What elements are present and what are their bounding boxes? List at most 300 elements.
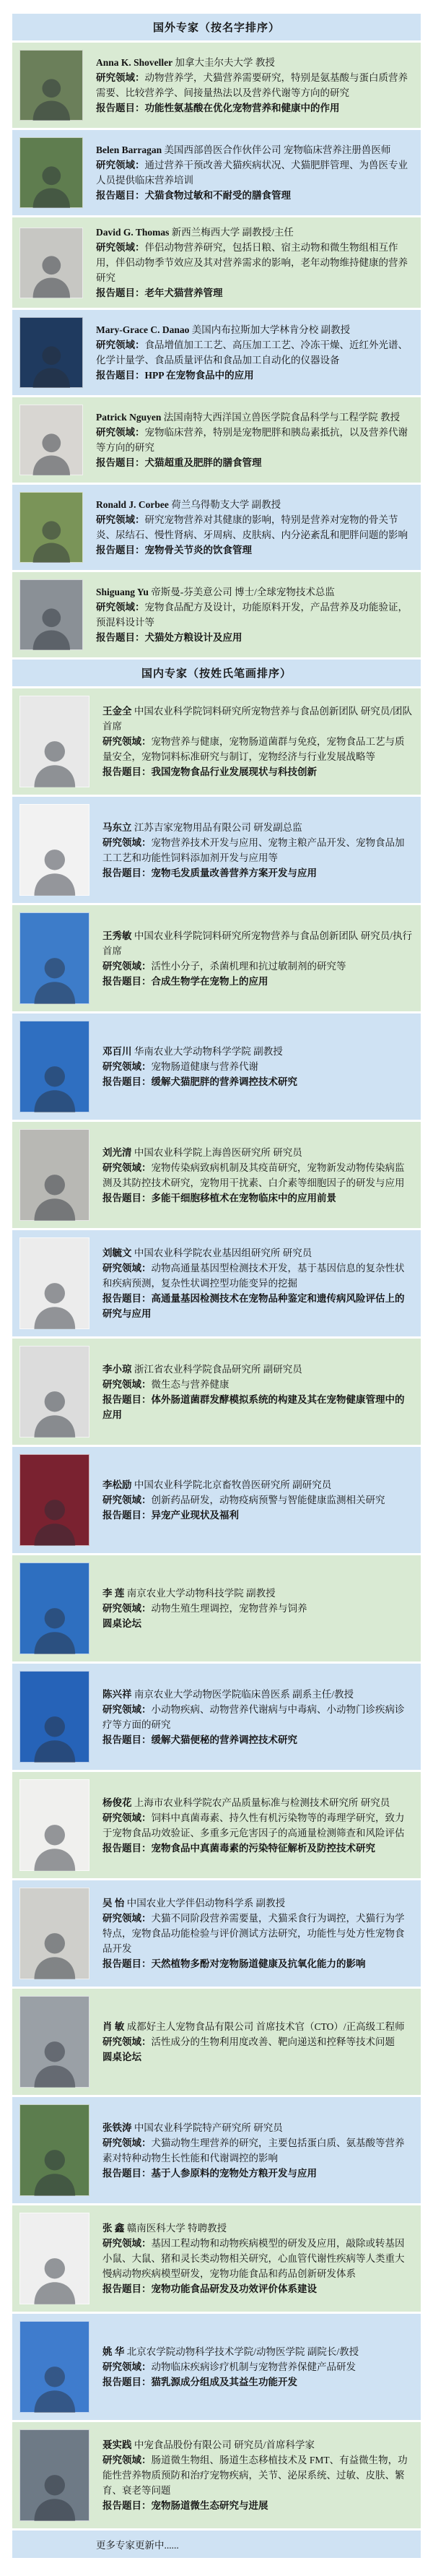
expert-topic-line: [102, 1291, 412, 1321]
expert-name: 邓百川: [102, 1046, 132, 1058]
topic-label: 报告题目：: [102, 867, 152, 878]
expert-photo: [19, 2429, 89, 2521]
expert-headline: [102, 1896, 412, 1911]
field-text: 宠物肠道健康与营养代谢: [151, 1061, 258, 1073]
expert-field-line: [102, 2359, 412, 2374]
field-label: 研究领域：: [96, 159, 145, 170]
topic-label: 报告题目：: [102, 1510, 152, 1521]
expert-affiliation: 中国农业科学院饲料研究所宠物营养与食品创新团队 研究员/执行首席: [102, 930, 412, 956]
expert-topic-line: [96, 100, 412, 116]
expert-name: 李松励: [102, 1479, 132, 1491]
topic-label: 报告题目：: [96, 288, 145, 299]
field-text: 通过营养干预改善犬猫疾病状况、犬猫肥胖管理、为兽医专业人员提供临床营养培训: [96, 159, 408, 186]
expert-photo: [19, 912, 89, 1004]
field-label: 研究领域：: [102, 1162, 152, 1173]
expert-affiliation: 加拿大圭尔夫大学 教授: [175, 56, 275, 68]
topic-text: 老年犬猫营养管理: [144, 288, 223, 299]
expert-headline: [102, 2019, 412, 2034]
expert-row: [12, 1772, 421, 1878]
expert-row: [12, 2097, 421, 2203]
expert-field-line: [102, 1059, 412, 1074]
field-label: 研究领域：: [102, 2036, 152, 2048]
expert-name: 王金全: [102, 706, 132, 717]
topic-label: 报告题目：: [102, 1192, 152, 1203]
expert-row: [12, 1230, 421, 1336]
expert-topic-line: [96, 285, 412, 301]
expert-affiliation: 中国农业科学院北京畜牧兽医研究所 副研究员: [134, 1479, 332, 1491]
expert-affiliation: 美国内布拉斯加大学林肯分校 副教授: [191, 324, 351, 336]
expert-row: [12, 1013, 421, 1120]
topic-text: 犬猫超重及肥胖的膳食管理: [144, 457, 262, 469]
expert-info: [96, 497, 412, 558]
field-label: 研究领域：: [102, 1378, 152, 1390]
expert-field-line: [102, 2135, 412, 2166]
expert-photo: [19, 1021, 89, 1112]
expert-photo: [19, 50, 83, 121]
expert-name: 陈兴祥: [102, 1688, 132, 1700]
expert-affiliation: 赣南医科大学 特聘教授: [126, 2223, 227, 2234]
expert-affiliation: 南京农业大学动物科技学院 副教授: [126, 1588, 276, 1599]
person-icon: [27, 429, 76, 475]
topic-label: 报告题目：: [102, 1293, 152, 1305]
expert-topic-line: [102, 1616, 412, 1631]
field-label: 研究领域：: [96, 72, 145, 83]
topic-text: 宠物毛发质量改善营养方案开发与应用: [151, 867, 317, 878]
expert-photo: [19, 228, 83, 298]
topic-label: 报告题目：: [102, 1076, 152, 1088]
field-text: 研究宠物营养对其健康的影响，特别是营养对宠物的骨关节炎、尿结石、慢性肾病、牙周病、皮肤病、内分泌紊乱和肥胖问题的影响: [96, 514, 408, 541]
person-icon: [27, 736, 82, 787]
field-text: 食品增值加工工艺、高压加工工艺、冷冻干燥、近红外光谱、化学计量学、食品质量评估和食品加工自动化的仪器设备: [96, 340, 408, 366]
topic-text: 天然植物多酚对宠物肠道健康及抗氧化能力的影响: [151, 1958, 366, 1970]
expert-info: [102, 1245, 412, 1321]
topic-label: 报告题目：: [96, 632, 145, 644]
expert-row: [12, 1555, 421, 1661]
expert-photo: [19, 1237, 89, 1329]
field-text: 宠物传染病致病机制及其疫苗研究，宠物新发动物传染病监测及其防控技术研究，宠物用干扰素、白介素等细胞因子的研发与应用: [102, 1162, 405, 1188]
topic-text: 功能性氨基酸在优化宠物营养和健康中的作用: [144, 103, 340, 114]
expert-affiliation: 法国南特大西洋国立兽医学院食品科学与工程学院 教授: [163, 412, 401, 423]
expert-topic-line: [102, 2281, 412, 2296]
expert-field-line: [102, 1911, 412, 1956]
expert-row: [12, 217, 421, 308]
topic-text: 异宠产业现状及福利: [151, 1510, 239, 1521]
topic-label: 报告题目：: [96, 545, 145, 556]
expert-affiliation: 新西兰梅西大学 副教授/主任: [171, 227, 294, 238]
topic-label: 报告题目：: [96, 457, 145, 469]
expert-field-line: [102, 959, 412, 974]
field-label: 研究领域：: [102, 1603, 152, 1615]
expert-name: Anna K. Shoveller: [96, 56, 173, 68]
person-icon: [27, 1170, 82, 1221]
expert-headline: [102, 2120, 412, 2135]
expert-row: [12, 1339, 421, 1445]
topic-text: 宠物食品中真菌毒素的污染特征解析及防控技术研究: [151, 1842, 375, 1854]
topic-label: 报告题目：: [96, 370, 145, 381]
expert-row: [12, 2422, 421, 2528]
expert-affiliation: 荷兰乌得勒支大学 副教授: [171, 499, 281, 511]
field-text: 伴侣动物营养研究，包括日粮、宿主动物和微生物组相互作用，伴侣动物季节效应及其对营养需求的影响，老年动物维持健康的营养研究: [96, 242, 408, 284]
topic-label: 报告题目：: [102, 1842, 152, 1854]
person-icon: [27, 1061, 82, 1112]
expert-info: [96, 410, 412, 470]
expert-name: 肖 敏: [102, 2021, 125, 2033]
expert-topic-line: [102, 1392, 412, 1422]
expert-headline: [102, 1245, 412, 1261]
expert-topic-line: [102, 2166, 412, 2181]
topic-text: 体外肠道菌群发酵模拟系统的构建及其在宠物健康管理中的应用: [102, 1393, 405, 1420]
expert-headline: [96, 410, 412, 425]
expert-topic-line: [102, 2498, 412, 2513]
field-label: 研究领域：: [102, 736, 152, 748]
person-icon: [27, 2470, 82, 2521]
topic-label: 报告题目：: [102, 2500, 152, 2512]
field-label: 研究领域：: [102, 1061, 152, 1073]
field-text: 饲料中真菌毒素、持久性有机污染物等的毒理学研究，致力于宠物食品功效验证、多重多元危害因子的高通量检测筛查和风险评估: [102, 1812, 405, 1838]
expert-info: [96, 322, 412, 383]
expert-name: Patrick Nguyen: [96, 412, 162, 423]
field-text: 犬猫动物生理营养的研究，主要包括蛋白质、氨基酸等营养素对特种动物生长性能和代谢调控的影响: [102, 2137, 405, 2164]
expert-name: 马东立: [102, 821, 132, 833]
expert-topic-line: [96, 188, 412, 203]
topic-text: 猫乳源成分组成及其益生功能开发: [151, 2377, 297, 2388]
expert-headline: [96, 55, 412, 70]
topic-text: 宠物肠道微生态研究与进展: [151, 2500, 268, 2512]
footer-note: 更多专家更新中......: [12, 2530, 421, 2558]
expert-field-line: [96, 337, 412, 368]
expert-row: [12, 2314, 421, 2420]
topic-text: 多能干细胞移植术在宠物临床中的应用前景: [151, 1192, 336, 1203]
expert-topic-line: [102, 2049, 412, 2065]
expert-field-line: [102, 734, 412, 764]
expert-info: [102, 2344, 412, 2390]
expert-headline: [102, 2344, 412, 2359]
field-label: 研究领域：: [102, 2137, 152, 2148]
expert-info: [102, 2221, 412, 2296]
expert-info: [102, 2019, 412, 2065]
topic-text: HPP 在宠物食品中的应用: [144, 370, 254, 381]
topic-text: 高通量基因检测技术在宠物品种鉴定和遗传病风险评估上的研究与应用: [102, 1293, 405, 1320]
topic-label: 报告题目：: [102, 2283, 152, 2295]
expert-field-line: [102, 1261, 412, 1291]
field-label: 研究领域：: [96, 340, 145, 351]
expert-row: [12, 688, 421, 795]
expert-affiliation: 江苏吉家宠物用品有限公司 研发副总监: [134, 821, 302, 833]
field-label: 研究领域：: [102, 1812, 152, 1823]
expert-photo: [19, 405, 83, 475]
expert-topic-line: [102, 1956, 412, 1971]
expert-row: [12, 130, 421, 215]
expert-name: 李小琼: [102, 1363, 132, 1375]
person-icon: [27, 2253, 82, 2304]
expert-row: [12, 572, 421, 657]
expert-field-line: [102, 1377, 412, 1392]
topic-label: 报告题目：: [96, 190, 145, 202]
expert-topic-line: [102, 764, 412, 779]
expert-headline: [96, 225, 412, 240]
expert-info: [96, 142, 412, 203]
person-icon: [27, 604, 76, 650]
field-label: 研究领域：: [102, 2455, 152, 2466]
field-text: 犬猫不同阶段营养需要量，犬猫采食行为调控，犬猫行为学特点，宠物食品功能检验与评价测试方法研究，功能性与处方性宠物食品开发: [102, 1913, 405, 1955]
expert-name: Belen Barragan: [96, 144, 162, 155]
expert-row: [12, 905, 421, 1011]
expert-info: [102, 1362, 412, 1422]
expert-affiliation: 成都好主人宠物食品有限公司 首席技术官（CTO）/正高级工程师: [126, 2021, 405, 2033]
topic-text: 犬猫食物过敏和不耐受的膳食管理: [144, 190, 291, 202]
field-text: 宠物营养技术开发与应用、宠物主粮产品开发、宠物食品加工工艺和功能性饲料添加剂开发与应用等: [102, 837, 405, 863]
expert-topic-line: [102, 1841, 412, 1856]
expert-row: [12, 397, 421, 483]
person-icon: [27, 1278, 82, 1329]
topic-label: 报告题目：: [102, 1734, 152, 1745]
field-label: 研究领域：: [102, 960, 152, 972]
sections-container: [12, 14, 421, 2528]
expert-photo: [19, 1563, 89, 1654]
expert-affiliation: 中国农业大学伴侣动物科学系 副教授: [126, 1898, 286, 1909]
expert-headline: [102, 928, 412, 959]
topic-text: 圆桌论坛: [102, 2052, 141, 2063]
expert-affiliation: 中国农业科学院特产研究所 研究员: [134, 2122, 283, 2133]
person-icon: [27, 953, 82, 1004]
expert-name: 李 莲: [102, 1588, 125, 1599]
expert-info: [102, 1795, 412, 1856]
field-label: 研究领域：: [102, 1703, 152, 1715]
expert-row: [12, 797, 421, 903]
expert-field-line: [102, 1810, 412, 1841]
expert-field-line: [102, 1160, 412, 1190]
field-label: 研究领域：: [96, 514, 145, 526]
expert-name: Mary-Grace C. Danao: [96, 324, 190, 336]
expert-row: [12, 2205, 421, 2312]
expert-topic-line: [102, 1732, 412, 1747]
person-icon: [27, 1928, 82, 1979]
person-icon: [27, 844, 82, 896]
person-icon: [27, 1495, 82, 1546]
expert-photo: [19, 1888, 89, 1979]
expert-name: 杨俊花: [102, 1797, 132, 1808]
field-text: 宠物临床营养，特别是宠物肥胖和胰岛素抵抗，以及营养代谢等方向的研究: [96, 427, 408, 454]
field-label: 研究领域：: [96, 427, 145, 438]
expert-affiliation: 南京农业大学动物医学院临床兽医系 副系主任/教授: [134, 1688, 354, 1700]
expert-field-line: [96, 600, 412, 630]
person-icon: [27, 1603, 82, 1654]
expert-info: [102, 2120, 412, 2181]
topic-label: 报告题目：: [102, 2167, 152, 2179]
expert-topic-line: [102, 1508, 412, 1523]
person-icon: [27, 251, 76, 298]
field-text: 活性成分的生物利用度改善、靶向递送和控释等技术问题: [151, 2036, 395, 2048]
expert-photo: [19, 1346, 89, 1438]
expert-info: [102, 928, 412, 989]
field-text: 宠物食品配方及设计，功能原料开发，产品营养及功能验证，预混料设计等: [96, 602, 408, 628]
expert-row: [12, 1880, 421, 1987]
expert-name: Ronald J. Corbee: [96, 499, 169, 511]
expert-name: 姚 华: [102, 2346, 125, 2358]
expert-photo: [19, 579, 83, 650]
expert-field-line: [102, 2236, 412, 2281]
expert-name: David G. Thomas: [96, 227, 170, 238]
expert-row: [12, 1447, 421, 1553]
field-text: 宠物营养与健康，宠物肠道菌群与免疫，宠物食品工艺与质量安全，宠物饲料标准研究与制订，宠物经济与行业发展战略等: [102, 736, 405, 763]
expert-photo: [19, 2213, 89, 2304]
expert-info: [96, 225, 412, 301]
section-header: 国外专家（按名字排序）: [12, 14, 421, 40]
expert-topic-line: [102, 974, 412, 989]
topic-text: 圆桌论坛: [102, 1618, 141, 1630]
expert-affiliation: 华南农业大学动物科学学院 副教授: [134, 1046, 283, 1058]
expert-topic-line: [102, 2374, 412, 2390]
field-text: 活性小分子，杀菌机理和抗过敏制剂的研究等: [151, 960, 346, 972]
expert-row: [12, 1122, 421, 1228]
expert-name: 吴 怡: [102, 1898, 125, 1909]
topic-text: 犬猫处方粮设计及应用: [144, 632, 242, 644]
topic-label: 报告题目：: [102, 1958, 152, 1970]
expert-photo: [19, 1996, 89, 2088]
expert-name: 张铁涛: [102, 2122, 132, 2133]
expert-field-line: [102, 1702, 412, 1732]
field-text: 肠道微生物组、肠道生态移植技术及 FMT、有益微生物，功能性营养物质预防和治疗宠物疾病，关节、泌尿系统、过敏、皮肤、繁育、衰老等问题: [102, 2455, 408, 2497]
field-text: 动物高通量基因型检测技术开发，基于基因信息的复杂性状和疾病预测，复杂性状调控型功能变异的挖掘: [102, 1263, 405, 1289]
expert-row: [12, 310, 421, 395]
expert-affiliation: 中国农业科学院饲料研究所宠物营养与食品创新团队 研究员/团队首席: [102, 706, 412, 732]
expert-headline: [102, 1145, 412, 1160]
expert-photo: [19, 317, 83, 388]
expert-row: [12, 1989, 421, 2095]
expert-field-line: [96, 70, 412, 100]
expert-topic-line: [102, 865, 412, 881]
expert-headline: [102, 1795, 412, 1810]
expert-field-line: [96, 240, 412, 285]
expert-affiliation: 北京农学院动物科学技术学院/动物医学院 副院长/教授: [126, 2346, 359, 2358]
expert-row: [12, 1664, 421, 1770]
field-text: 小动物疾病、动物营养代谢病与中毒病、小动物门诊疾病诊疗等方面的研究: [102, 1703, 405, 1730]
expert-photo: [19, 1779, 89, 1871]
person-icon: [27, 2036, 82, 2088]
topic-text: 缓解犬猫肥胖的营养调控技术研究: [151, 1076, 297, 1088]
person-icon: [27, 1386, 82, 1438]
expert-field-line: [102, 2034, 412, 2049]
expert-photo: [19, 492, 83, 563]
section-header: 国内专家（按姓氏笔画排序）: [12, 660, 421, 686]
expert-field-line: [96, 512, 412, 543]
topic-text: 合成生物学在宠物上的应用: [151, 975, 268, 987]
expert-info: [102, 704, 412, 779]
person-icon: [27, 342, 76, 388]
field-label: 研究领域：: [96, 242, 145, 254]
topic-label: 报告题目：: [96, 103, 145, 114]
expert-photo: [19, 2104, 89, 2196]
expert-affiliation: 帝斯曼-芬美意公司 博士/全球宠物技术总监: [151, 587, 335, 598]
topic-label: 报告题目：: [102, 975, 152, 987]
expert-headline: [102, 1586, 412, 1601]
expert-photo: [19, 696, 89, 787]
expert-name: 张 鑫: [102, 2223, 125, 2234]
person-icon: [27, 162, 76, 208]
expert-headline: [102, 1477, 412, 1492]
topic-label: 报告题目：: [102, 1393, 152, 1405]
expert-photo: [19, 804, 89, 896]
expert-headline: [96, 497, 412, 512]
expert-topic-line: [96, 543, 412, 558]
expert-topic-line: [96, 455, 412, 470]
expert-headline: [102, 1044, 412, 1059]
expert-headline: [102, 2437, 412, 2452]
field-label: 研究领域：: [102, 2238, 152, 2249]
person-icon: [27, 2361, 82, 2413]
expert-affiliation: 浙江省农业科学院食品研究所 副研究员: [134, 1363, 302, 1375]
expert-headline: [102, 1687, 412, 1702]
expert-field-line: [102, 2452, 412, 2498]
topic-text: 我国宠物食品行业发展现状与科技创新: [151, 766, 317, 778]
person-icon: [27, 1820, 82, 1871]
expert-headline: [96, 142, 412, 157]
expert-affiliation: 中宠食品股份有限公司 研究员/首席科学家: [134, 2439, 315, 2451]
expert-headline: [102, 2221, 412, 2236]
field-label: 研究领域：: [102, 837, 152, 848]
person-icon: [27, 517, 76, 563]
expert-info: [102, 1586, 412, 1631]
expert-info: [96, 584, 412, 645]
expert-headline: [102, 820, 412, 835]
expert-name: 王秀敏: [102, 930, 132, 941]
field-text: 创新药品研发，动物疫病预警与智能健康监测相关研究: [151, 1495, 385, 1506]
field-label: 研究领域：: [102, 1495, 152, 1506]
expert-info: [102, 2437, 412, 2513]
expert-topic-line: [96, 368, 412, 383]
field-text: 微生态与营养健康: [151, 1378, 229, 1390]
expert-headline: [96, 584, 412, 600]
expert-photo: [19, 1129, 89, 1221]
person-icon: [27, 1711, 82, 1763]
expert-affiliation: 上海市农业科学院农产品质量标准与检测技术研究所 研究员: [134, 1797, 390, 1808]
expert-headline: [96, 322, 412, 337]
expert-photo: [19, 1671, 89, 1763]
expert-row: [12, 485, 421, 570]
expert-name: 刘光清: [102, 1146, 132, 1158]
expert-topic-line: [102, 1190, 412, 1206]
field-text: 基因工程动物和动物疾病模型的研发及应用，敲除或转基因小鼠、大鼠、猪和灵长类动物相关研究，心血管代谢性疾病等人类重大慢病动物疾病模型研发，宠物功能食品和药品创新研发体系: [102, 2238, 405, 2280]
topic-label: 报告题目：: [102, 2377, 152, 2388]
expert-topic-line: [102, 1074, 412, 1089]
expert-headline: [102, 1362, 412, 1377]
expert-affiliation: 中国农业科学院农业基因组研究所 研究员: [134, 1248, 312, 1259]
expert-field-line: [96, 157, 412, 188]
expert-headline: [102, 704, 412, 734]
expert-info: [102, 1687, 412, 1747]
topic-text: 基于人参原料的宠物处方粮开发与应用: [151, 2167, 317, 2179]
field-text: 动物生殖生理调控，宠物营养与饲养: [151, 1603, 307, 1615]
expert-name: 刘毓文: [102, 1248, 132, 1259]
expert-affiliation: 中国农业科学院上海兽医研究所 研究员: [134, 1146, 302, 1158]
topic-text: 缓解犬猫便秘的营养调控技术研究: [151, 1734, 297, 1745]
field-label: 研究领域：: [102, 1263, 152, 1274]
field-text: 动物临床疾病诊疗机制与宠物营养保健产品研发: [151, 2361, 356, 2373]
expert-field-line: [96, 425, 412, 455]
expert-field-line: [102, 1492, 412, 1508]
topic-text: 宠物骨关节炎的饮食管理: [144, 545, 252, 556]
expert-info: [102, 1477, 412, 1523]
expert-name: 聂实践: [102, 2439, 132, 2451]
topic-label: 报告题目：: [102, 766, 152, 778]
expert-photo: [19, 1454, 89, 1546]
person-icon: [27, 2145, 82, 2196]
expert-info: [102, 1145, 412, 1206]
expert-field-line: [102, 1601, 412, 1616]
field-text: 动物营养学，犬猫营养需要研究，特别是氨基酸与蛋白质营养需要、比较营养学、间接量热法以及营养代谢等方向的研究: [96, 72, 408, 98]
expert-topic-line: [96, 630, 412, 645]
expert-field-line: [102, 835, 412, 865]
